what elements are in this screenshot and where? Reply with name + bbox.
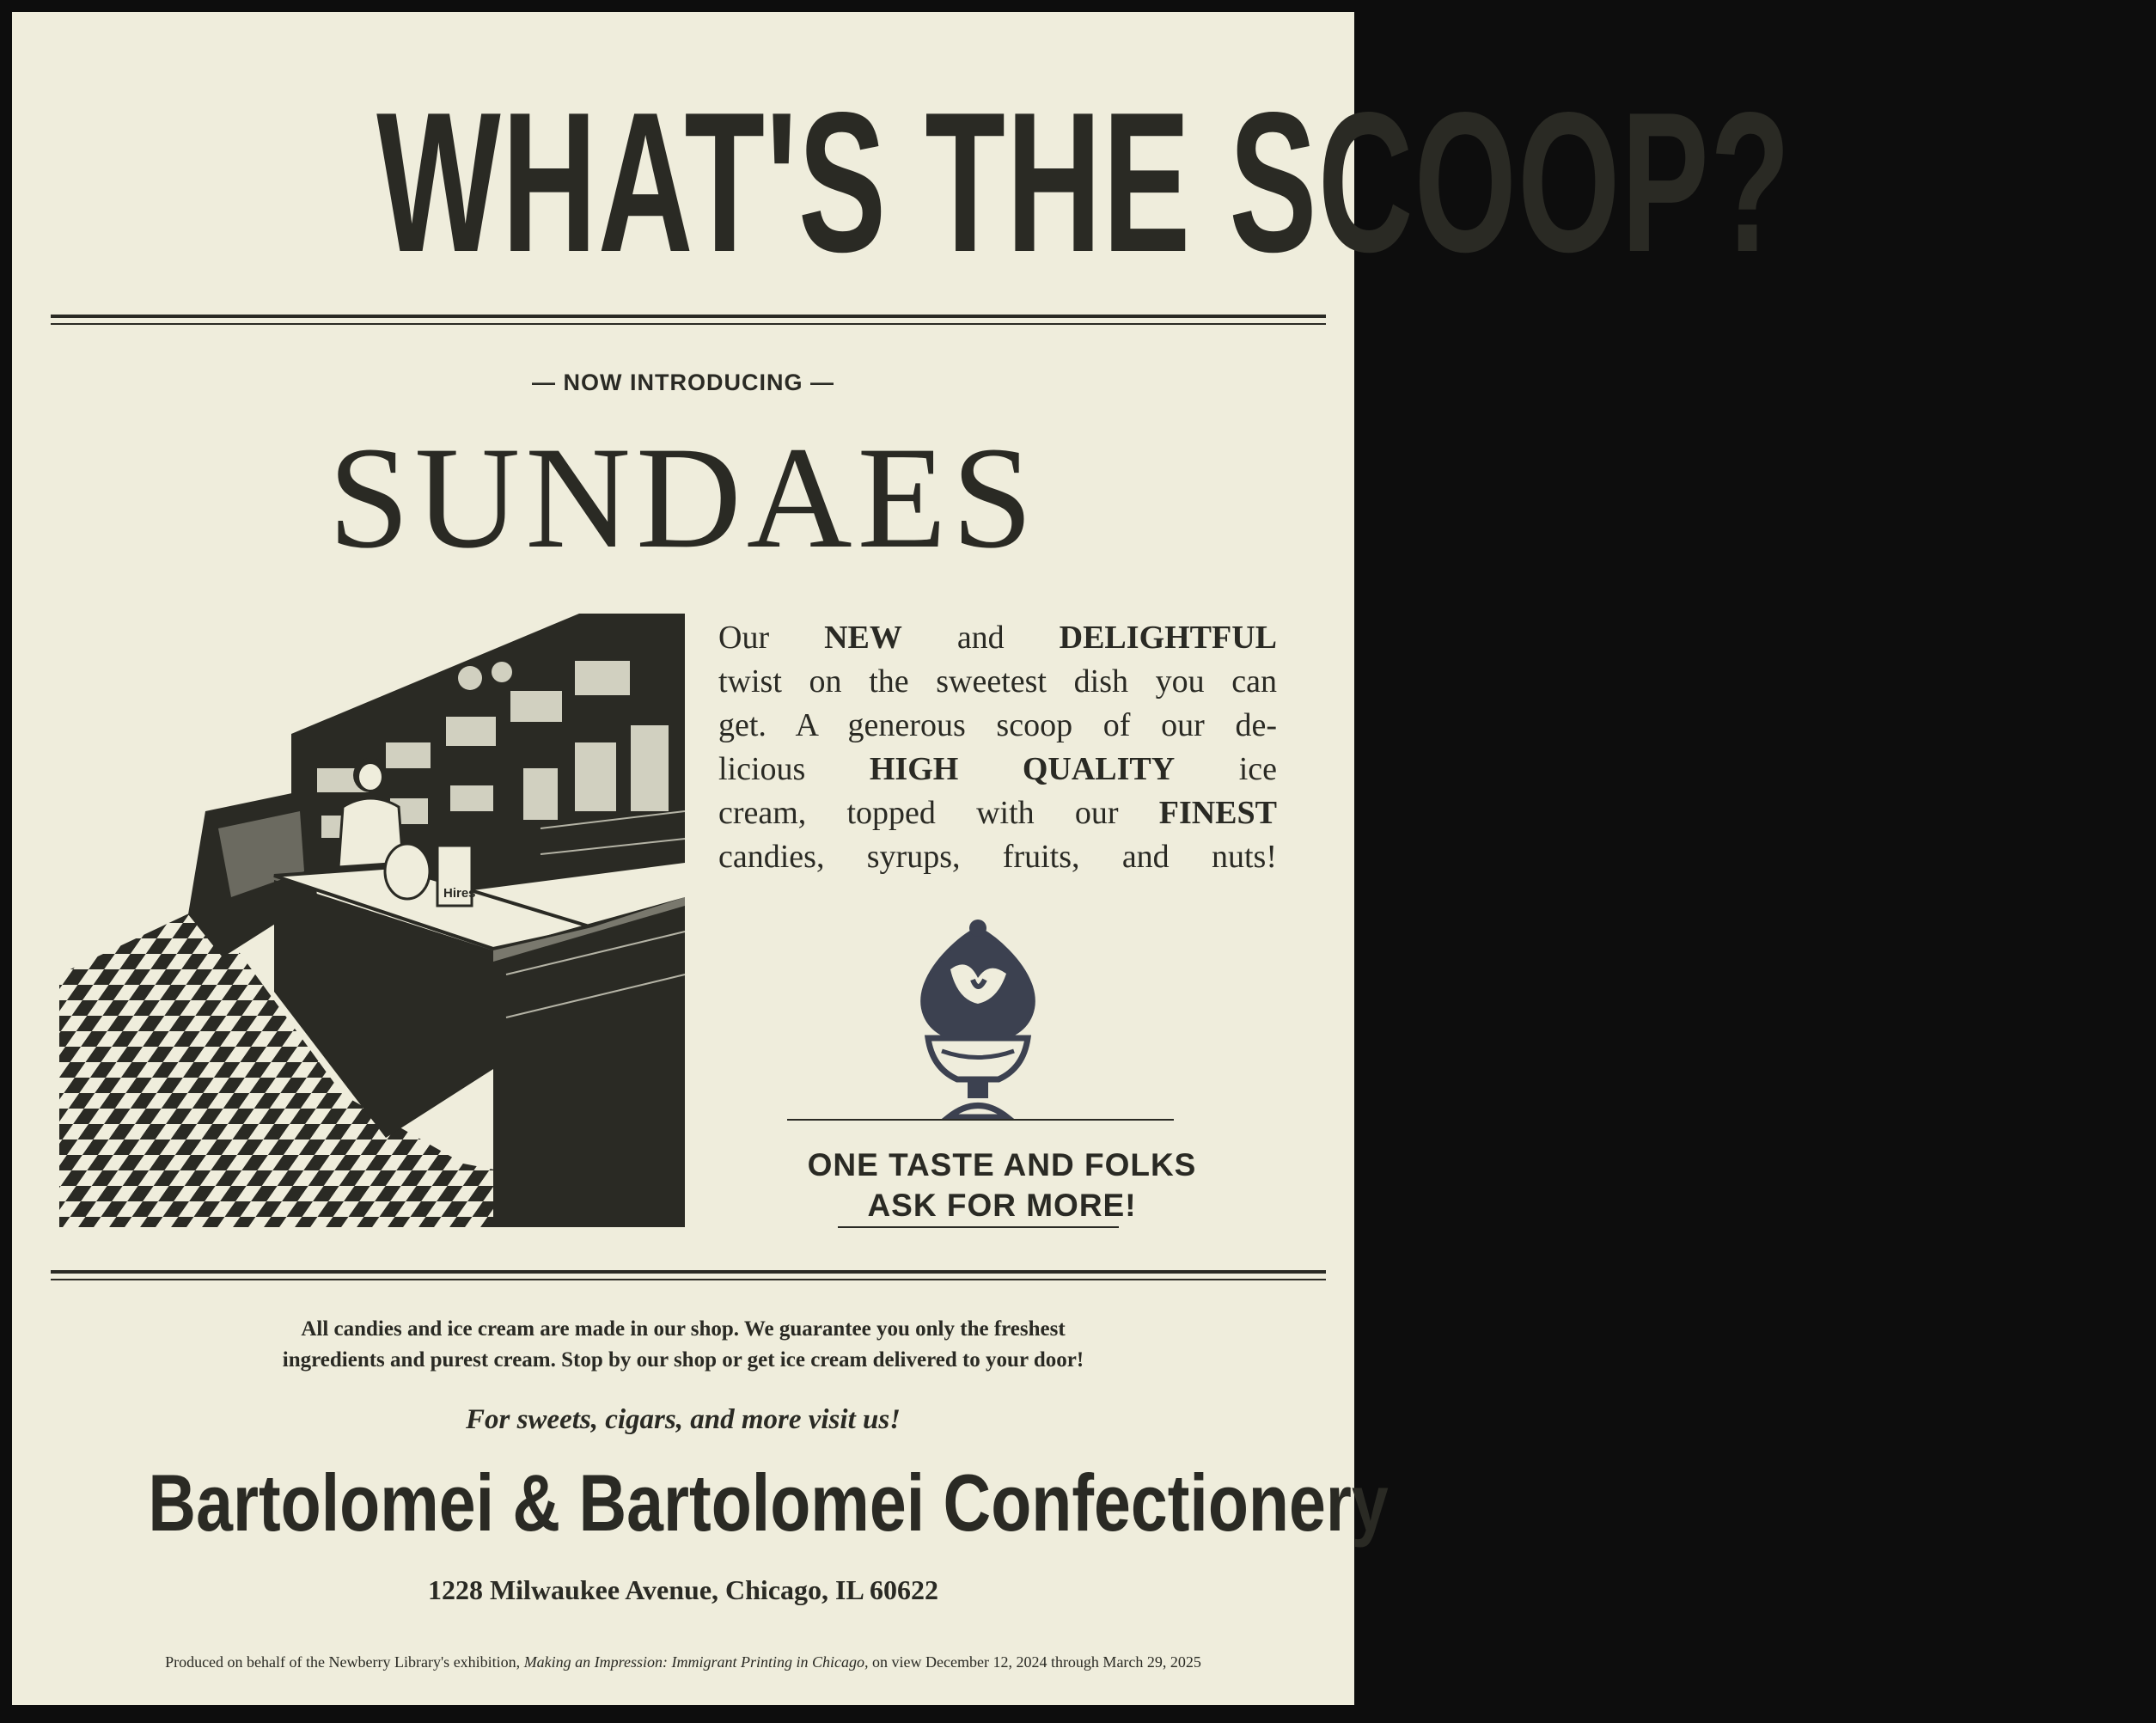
hires-sign: Hires [443,886,476,901]
desc-line-6: candies, syrups, fruits, and nuts! [718,839,1277,875]
top-rule-thick [51,315,1326,318]
desc-line-2: twist on the sweetest dish you can [718,663,1277,700]
shop-address: 1228 Milwaukee Avenue, Chicago, IL 60622 [427,1574,939,1605]
slogan: ONE TASTE AND FOLKS ASK FOR MORE! [807,1147,1197,1223]
bottom-rule-thin [51,1279,1326,1280]
product-title: SUNDAES [327,417,1038,578]
shop-name: Bartolomei & Bartolomei Confectionery [148,1457,1389,1548]
headline: WHAT'S THE SCOOP? [376,71,1792,294]
top-rule-thin [51,323,1326,325]
visit-tagline: For sweets, cigars, and more visit us! [465,1404,901,1435]
desc-line-4: licious HIGH QUALITY ice [718,751,1278,787]
sundae-bowl-icon [916,918,1040,1133]
poster [12,12,1792,1705]
slogan-rule-top [787,1119,1174,1121]
slogan-rule-bottom [838,1226,1119,1228]
desc-line-1: Our NEW and DELIGHTFUL [718,620,1278,656]
soda-fountain-illustration [59,614,685,1227]
desc-line-3: get. A generous scoop of our de- [718,707,1277,743]
exhibition-credit: Produced on behalf of the Newberry Library's exhibition, Making an Impression: Immigrant Printing in Chicago, on view December 12, 2024 through March 29, 2025 [165,1653,1201,1671]
guarantee-text: All candies and ice cream are made in our shop. We guarantee you only the freshest ingredients and purest cream. Stop by our shop or get ice cream delivered to your door! [282,1317,1084,1372]
product-description [718,616,1277,879]
bottom-rule-thick [51,1270,1326,1274]
desc-line-5: cream, topped with our FINEST [718,795,1278,831]
now-introducing: — NOW INTRODUCING — [532,370,834,395]
